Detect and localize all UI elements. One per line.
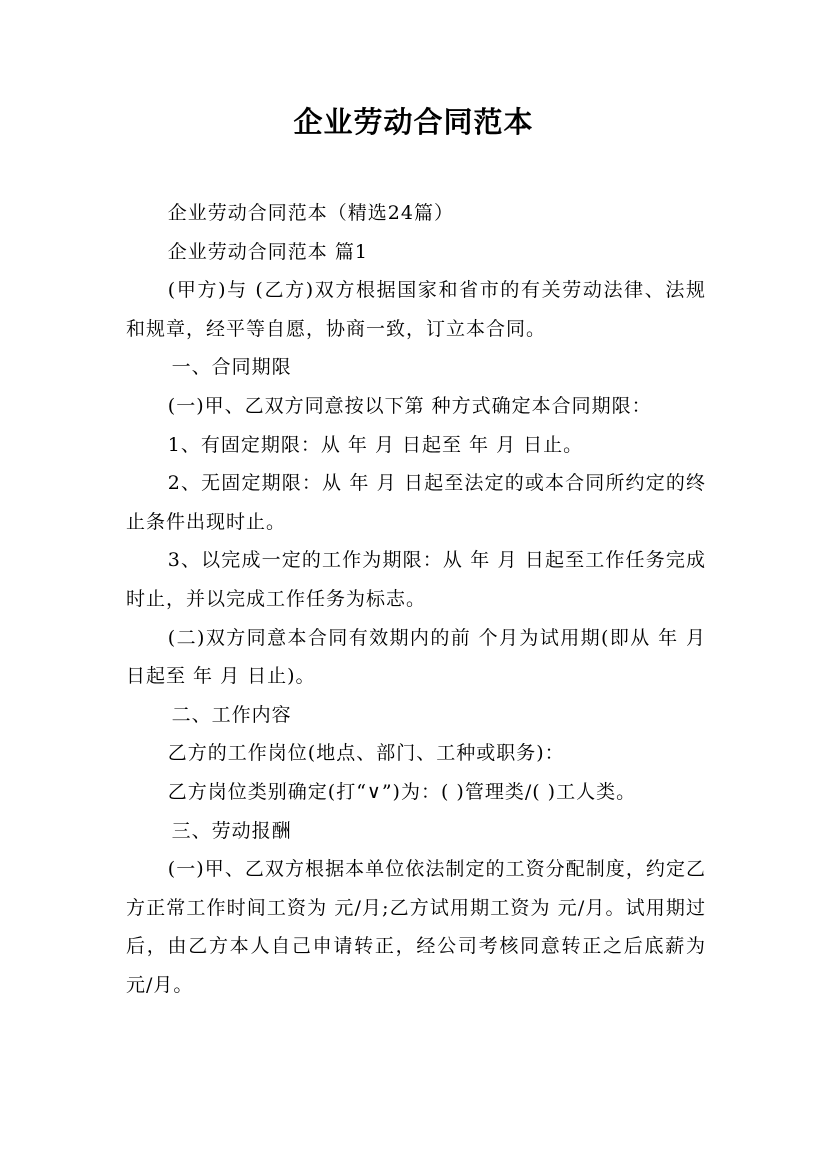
paragraph-intro: (甲方)与 (乙方)双方根据国家和省市的有关劳动法律、法规和规章，经平等自愿，协商一致，订立本合同。 bbox=[126, 279, 706, 340]
document-title: 企业劳动合同范本 bbox=[293, 105, 534, 139]
heading-contract-term: 一、合同期限 bbox=[171, 356, 292, 379]
document-body bbox=[126, 194, 706, 1004]
heading-remuneration: 三、劳动报酬 bbox=[171, 819, 292, 842]
paragraph-work-position: 乙方的工作岗位(地点、部门、工种或职务)： bbox=[167, 742, 565, 765]
paragraph-open-term: 2、无固定期限：从 年 月 日起至法定的或本合同所约定的终止条件出现时止。 bbox=[126, 472, 706, 533]
heading-work-content: 二、工作内容 bbox=[171, 703, 292, 726]
paragraph-salary: (一)甲、乙双方根据本单位依法制定的工资分配制度，约定乙方正常工作时间工资为 元/月;乙方试用期工资为 元/月。试用期过后，由乙方本人自己申请转正，经公司考核同意转正之后底薪为 元/月。 bbox=[126, 858, 706, 996]
paragraph-fixed-term: 1、有固定期限：从 年 月 日起至 年 月 日止。 bbox=[167, 433, 584, 456]
paragraph-probation: (二)双方同意本合同有效期内的前 个月为试用期(即从 年 月日起至 年 月 日止)。 bbox=[126, 626, 706, 688]
paragraph-section-label: 企业劳动合同范本 篇1 bbox=[167, 240, 368, 263]
paragraph-subtitle: 企业劳动合同范本（精选24篇） bbox=[167, 202, 454, 224]
paragraph-term-method: (一)甲、乙双方同意按以下第 种方式确定本合同期限： bbox=[167, 394, 652, 417]
paragraph-position-category: 乙方岗位类别确定(打“∨”)为：( )管理类/( )工人类。 bbox=[167, 780, 637, 803]
paragraph-task-term: 3、以完成一定的工作为期限：从 年 月 日起至工作任务完成时止，并以完成工作任务为标志。 bbox=[126, 549, 706, 610]
